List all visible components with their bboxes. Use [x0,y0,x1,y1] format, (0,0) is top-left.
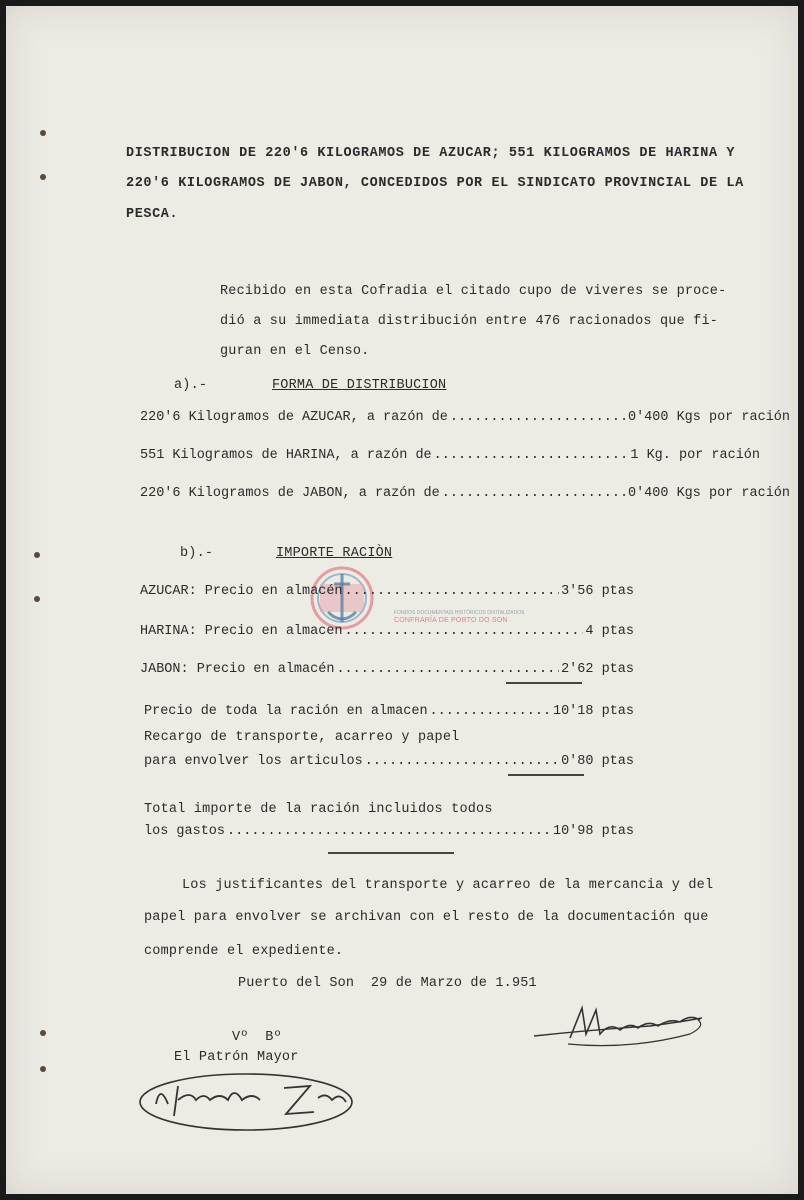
section-a-marker: a).- [174,378,208,393]
price-row [140,662,634,677]
secretary-signature [530,1000,710,1054]
punch-hole [40,130,46,136]
approval-vb: Vº Bº [232,1030,282,1045]
intro-line-1: Recibido en esta Cofradia el citado cupo de viveres se proce- [220,284,727,299]
distribution-label: 220'6 Kilogramos de AZUCAR, a razón de [140,410,448,425]
punch-hole [40,1066,46,1072]
punch-hole [40,174,46,180]
closing-line-1: Los justificantes del transporte y acarreo de la mercancia y del [182,878,714,893]
watermark-text-2: CONFRARÍA DE PORTO DO SON [394,617,508,624]
closing-line-3: comprende el expediente. [144,944,344,959]
distribution-row [140,448,760,463]
distribution-label: 220'6 Kilogramos de JABON, a razón de [140,486,440,501]
title-line-1: DISTRIBUCION DE 220'6 KILOGRAMOS DE AZUCAR; 551 KILOGRAMOS DE HARINA Y [126,146,736,161]
punch-hole [40,1030,46,1036]
intro-line-3: guran en el Censo. [220,344,370,359]
leader-dots [434,448,629,463]
subtotal-rule [506,682,582,687]
leader-dots [345,584,560,599]
section-b-heading: IMPORTE RACIÒN [276,546,393,561]
leader-dots [365,754,559,769]
price-label: AZUCAR: Precio en almacén [140,584,343,599]
price-value: 2'62 ptas [561,662,634,677]
section-b-marker: b).- [180,546,214,561]
price-label: HARINA: Precio en almacen [140,624,343,639]
total-rule [328,852,454,857]
surcharge-value: 0'80 ptas [561,754,634,769]
subtotal-label: Precio de toda la ración en almacen [144,704,428,719]
leader-dots [227,824,551,839]
distribution-value: 0'400 Kgs por ración [627,410,790,425]
surcharge-rule [508,774,584,779]
title-line-2: 220'6 KILOGRAMOS DE JABON, CONCEDIDOS POR EL SINDICATO PROVINCIAL DE LA [126,176,744,191]
price-value: 4 ptas [585,624,634,639]
price-label: JABON: Precio en almacén [140,662,335,677]
distribution-row [140,486,790,501]
surcharge-line-1: Recargo de transporte, acarreo y papel [144,730,460,745]
distribution-value: 1 Kg. por ración [630,448,760,463]
subtotal-value: 10'18 ptas [552,704,634,719]
section-a-heading: FORMA DE DISTRIBUCION [272,378,447,393]
patron-mayor-signature [134,1064,366,1136]
price-row [140,584,634,599]
title-line-3: PESCA. [126,207,179,222]
leader-dots [442,486,626,501]
leader-dots [430,704,551,719]
total-line-1: Total importe de la ración incluidos todos [144,802,493,817]
price-value: 3'56 ptas [561,584,634,599]
punch-hole [34,596,40,602]
total-label: los gastos [144,824,226,839]
distribution-row [140,410,790,425]
leader-dots [336,662,559,677]
approval-role: El Patrón Mayor [174,1050,299,1065]
subtotal-row [144,704,634,719]
distribution-label: 551 Kilogramos de HARINA, a razón de [140,448,432,463]
intro-line-2: dió a su immediata distribución entre 476 racionados que fi- [220,314,719,329]
punch-hole [34,552,40,558]
leader-dots [450,410,626,425]
closing-line-2: papel para envolver se archivan con el resto de la documentación que [144,910,709,925]
price-row [140,624,634,639]
distribution-value: 0'400 Kgs por ración [627,486,790,501]
leader-dots [345,624,584,639]
watermark-text-1: FONDOS DOCUMENTAIS HISTÓRICOS DIXITALIZADOS [394,610,525,616]
surcharge-row [144,754,634,769]
total-row [144,824,634,839]
date-line: Puerto del Son 29 de Marzo de 1.951 [238,976,537,991]
total-value: 10'98 ptas [552,824,634,839]
surcharge-label: para envolver los articulos [144,754,363,769]
document-sheet [6,6,798,1194]
